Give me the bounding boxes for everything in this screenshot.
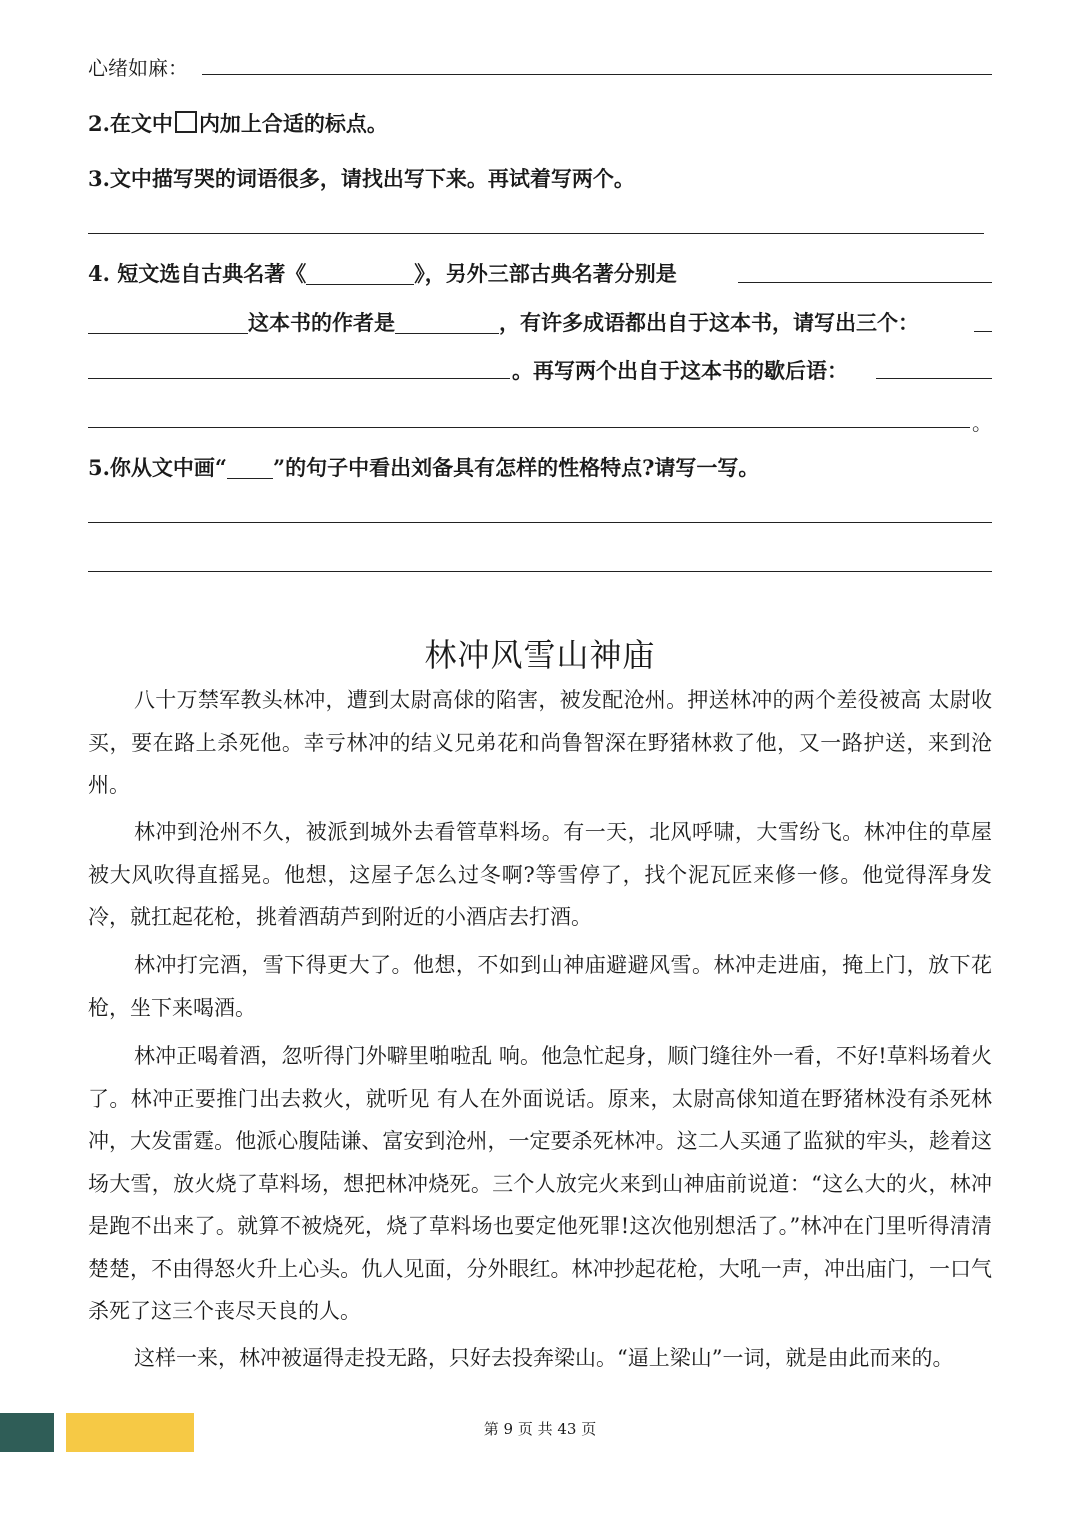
- q4-end-mark: 。: [972, 411, 992, 435]
- q5-answer-line-1[interactable]: [88, 522, 992, 523]
- story-paragraph-3: 林冲打完酒，雪下得更大了。他想，不如到山神庙避避风雪。林冲走进庙，掩上门，放下花枪，坐下来喝酒。: [88, 953, 992, 1020]
- q2-suffix: 内加上合适的标点。: [198, 111, 388, 136]
- q4-books-blank-continued[interactable]: [88, 312, 248, 334]
- punctuation-box-icon: [175, 111, 197, 133]
- q4-book-blank[interactable]: [306, 263, 414, 285]
- q5-underline-sample: [227, 457, 273, 479]
- q4-part3: 这本书的作者是: [248, 310, 395, 335]
- q4-part1: 4. 短文选自古典名著《: [88, 261, 307, 286]
- q5-suffix: ”的句子中看出刘备具有怎样的性格特点?请写一写。: [273, 455, 760, 480]
- q4-author-blank[interactable]: [395, 312, 499, 334]
- story-paragraph-4: 林冲正喝着酒，忽听得门外噼里啪啦乱 响。他急忙起身，顺门缝往外一看，不好!草料场着火了。林冲正要推门出去救火，就听见 有人在外面说话。原来，太尉高俅知道在野猪林没有杀死林冲，大发雷霆。他派心腹陆谦、富安到沧州，一定要杀死林冲。这二人买通了监狱的牢头，趁着这场大雪，放火烧了草料场，想把林冲烧死。三个人放完火来到山神庙前说道：“这么大的火，林冲是跑不出来了。就算不被烧死，烧了草料场也要定他死罪!这次他别想活了。”林冲在门里听得清清楚楚，不由得怒火升上心头。仇人见面，分外眼红。林冲抄起花枪，大吼一声，冲出庙门，一口气杀死了这三个丧尽天良的人。: [88, 1044, 992, 1323]
- question-4-line-1: [88, 258, 677, 288]
- story-paragraph-2: 林冲到沧州不久，被派到城外去看管草料场。有一天，北风呼啸，大雪纷飞。林冲住的草屋被大风吹得直摇晃。他想，这屋子怎么过冬啊?等雪停了，找个泥瓦匠来修一修。他觉得浑身发冷，就扛起花枪，挑着酒葫芦到附近的小酒店去打酒。: [88, 820, 992, 929]
- q1-label: 心绪如麻：: [88, 56, 188, 80]
- question-2: [88, 108, 388, 138]
- q5-answer-line-2[interactable]: [88, 571, 992, 572]
- question-3: 3.文中描写哭的词语很多，请找出写下来。再试着写两个。: [88, 166, 635, 191]
- q2-prefix: 2.在文中: [88, 111, 173, 136]
- q4-idioms-line-start[interactable]: [974, 331, 992, 332]
- story-paragraph-1: 八十万禁军教头林冲，遭到太尉高俅的陷害，被发配沧州。押送林冲的两个差役被高 太尉收买，要在路上杀死他。幸亏林冲的结义兄弟花和尚鲁智深在野猪林救了他，又一路护送，来到沧州。: [88, 688, 992, 797]
- q1-answer-line[interactable]: [202, 74, 992, 75]
- q4-part2: 》，另外三部古典名著分别是: [414, 261, 677, 286]
- page-number: 第 9 页 共 43 页: [483, 1420, 597, 1438]
- story-paragraph-5: 这样一来，林冲被逼得走投无路，只好去投奔梁山。“逼上梁山”一词，就是由此而来的。: [134, 1346, 954, 1370]
- q4-xiehouyu-line-start[interactable]: [876, 378, 992, 379]
- q4-part5: 。再写两个出自于这本书的歇后语：: [512, 358, 848, 383]
- q4-xiehouyu-line[interactable]: [88, 427, 970, 428]
- q5-prefix: 5.你从文中画“: [88, 455, 228, 480]
- q4-part4: ，有许多成语都出自于这本书，请写出三个：: [499, 310, 919, 335]
- q3-answer-line[interactable]: [88, 233, 984, 234]
- story-title: 林冲风雪山神庙: [424, 636, 656, 674]
- q4-idioms-line[interactable]: [88, 378, 510, 379]
- question-4-line-2: [88, 307, 919, 337]
- q4-other-books-line[interactable]: [738, 282, 992, 283]
- question-5: [88, 452, 759, 482]
